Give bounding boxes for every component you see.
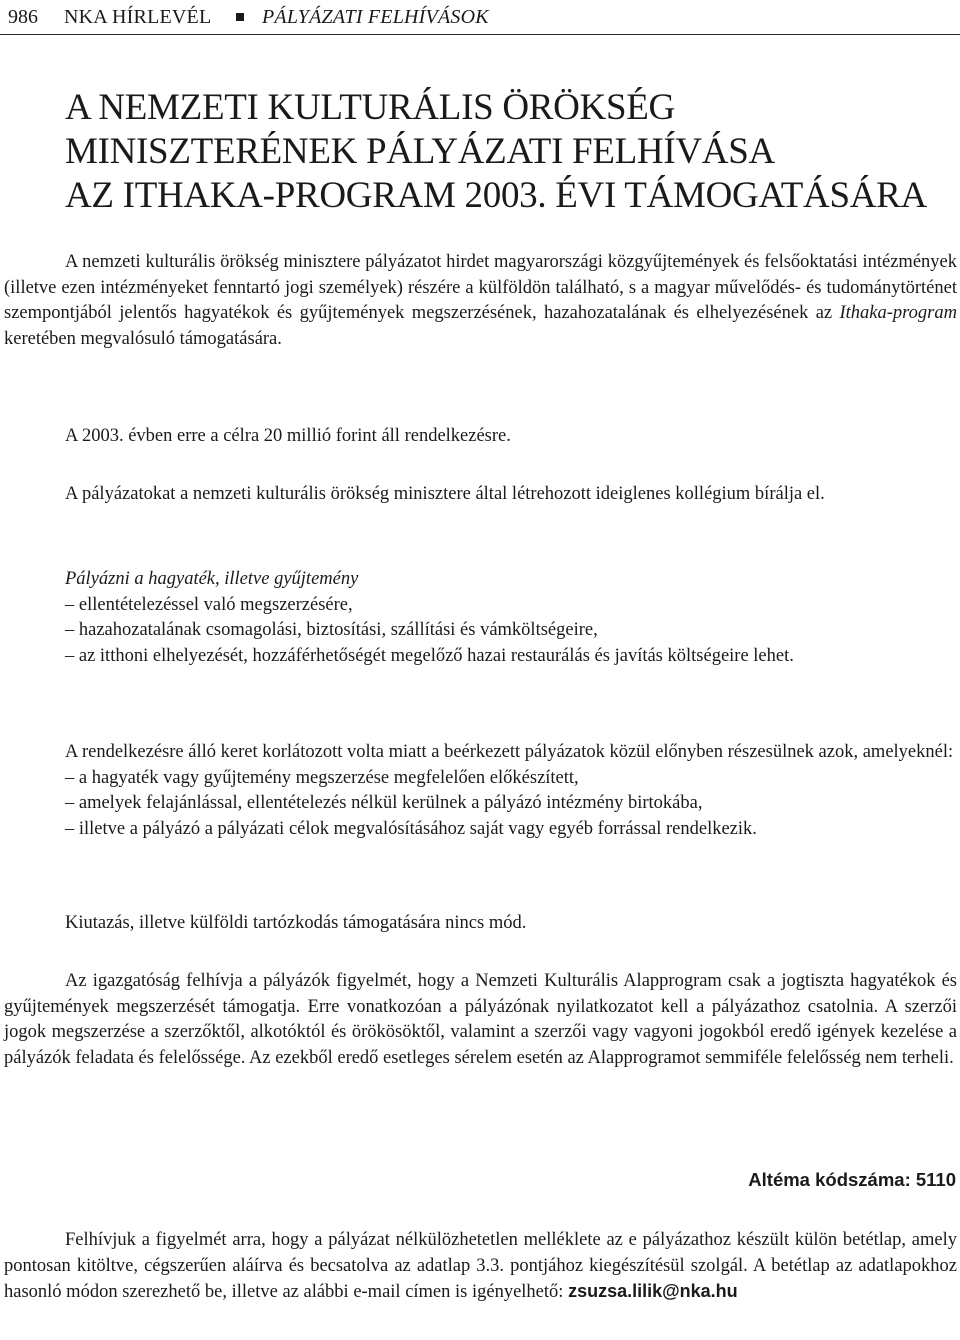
eligible-item-2: – hazahozatalának csomagolási, biztosítási, szállítási és vámköltségeire,: [65, 620, 598, 640]
eligible-item-1: – ellentételezéssel való megszerzésére,: [65, 594, 353, 615]
running-header: [0, 0, 960, 35]
budget-paragraph: A 2003. évben erre a célra 20 millió forint áll rendelkezésre.: [65, 426, 511, 446]
priority-item-3: – illetve a pályázó a pályázati célok megvalósításához saját vagy egyéb forrással rendelkezik.: [65, 818, 757, 839]
intro-paragraph: [4, 250, 957, 352]
title-line-1: A NEMZETI KULTURÁLIS ÖRÖKSÉG: [65, 87, 675, 128]
notice-paragraph: Az igazgatóság felhívja a pályázók figyelmét, hogy a Nemzeti Kulturális Alapprogram csak a jogtiszta hagyatékok és gyűjtemények megszerzését támogatja. Erre vonatkozóan a pályázónak nyilatkozatot kell a pályázathoz csatolnia. A szerzői jogok megszerzése a szerzőktől, alkotóktól és örökösöktől, valamint a szerzői vagy vagyoni jogokból eredő igények kezelése a pályázók feladata és felelőssége. Az ezekből eredő esetleges sérelem esetén az Alapprogramot semmiféle felelősség nem terheli.: [4, 971, 957, 1068]
publication-name: NKA HÍRLEVÉL: [64, 6, 212, 28]
title-line-3: AZ ITHAKA-PROGRAM 2003. ÉVI TÁMOGATÁSÁRA: [65, 175, 927, 216]
attachment-text: Felhívjuk a figyelmét arra, hogy a pályázat nélkülözhetetlen melléklete az e pályázathoz készült külön betétlap, amely pontosan kitöltve, cégszerűen aláírva és becsatolva az adatlap 3.3. pontjához kiegészítésül szolgál. A betétlap az adatlapokhoz hasonló módon szerezhető be, illetve az alábbi e-mail címen is igényelhető:: [4, 1230, 957, 1302]
section-name: PÁLYÁZATI FELHÍVÁSOK: [262, 6, 489, 28]
travel-paragraph: Kiutazás, illetve külföldi tartózkodás támogatására nincs mód.: [65, 913, 527, 933]
page-title: [65, 86, 945, 218]
subtopic-code: Altéma kódszáma: 5110: [748, 1169, 956, 1190]
attachment-paragraph: [4, 1228, 957, 1306]
priority-lead: A rendelkezésre álló keret korlátozott volta miatt a beérkezett pályázatok közül előnyben részesülnek azok, amelyeknél:: [65, 742, 954, 762]
priority-section: [4, 740, 957, 842]
eligible-lead: Pályázni a hagyaték, illetve gyűjtemény: [65, 569, 359, 589]
eligible-costs-section: [4, 567, 957, 669]
square-bullet-icon: [236, 13, 244, 21]
priority-item-2: – amelyek felajánlással, ellentételezés nélkül kerülnek a pályázó intézmény birtokába,: [65, 793, 703, 813]
intro-text-1: A nemzeti kulturális örökség minisztere pályázatot hirdet magyarországi közgyűjtemények és felsőoktatási intézmények (illetve ezen intézményeket fenntartó jogi személyek) részére a külföldön található, s a magyar művelődés- és tudománytörténet szempontjából jelentős hagyatékok és gyűjtemények megszerzésének, hazahozatalának és elhelyezésének az: [4, 252, 957, 323]
contact-email-link[interactable]: zsuzsa.lilik@nka.hu: [568, 1281, 738, 1301]
title-line-2: MINISZTERÉNEK PÁLYÁZATI FELHÍVÁSA: [65, 131, 775, 172]
priority-item-1: – a hagyaték vagy gyűjtemény megszerzése megfelelően előkészített,: [65, 767, 579, 788]
page-number: 986: [8, 6, 38, 28]
jury-paragraph: A pályázatokat a nemzeti kulturális örökség minisztere által létrehozott ideiglenes kollégium bírálja el.: [65, 484, 825, 504]
program-name: Ithaka-program: [839, 303, 957, 323]
eligible-item-3: – az itthoni elhelyezését, hozzáférhetőségét megelőző hazai restaurálás és javítás költségeire lehet.: [65, 645, 794, 666]
intro-text-2: keretében megvalósuló támogatására.: [4, 328, 282, 349]
